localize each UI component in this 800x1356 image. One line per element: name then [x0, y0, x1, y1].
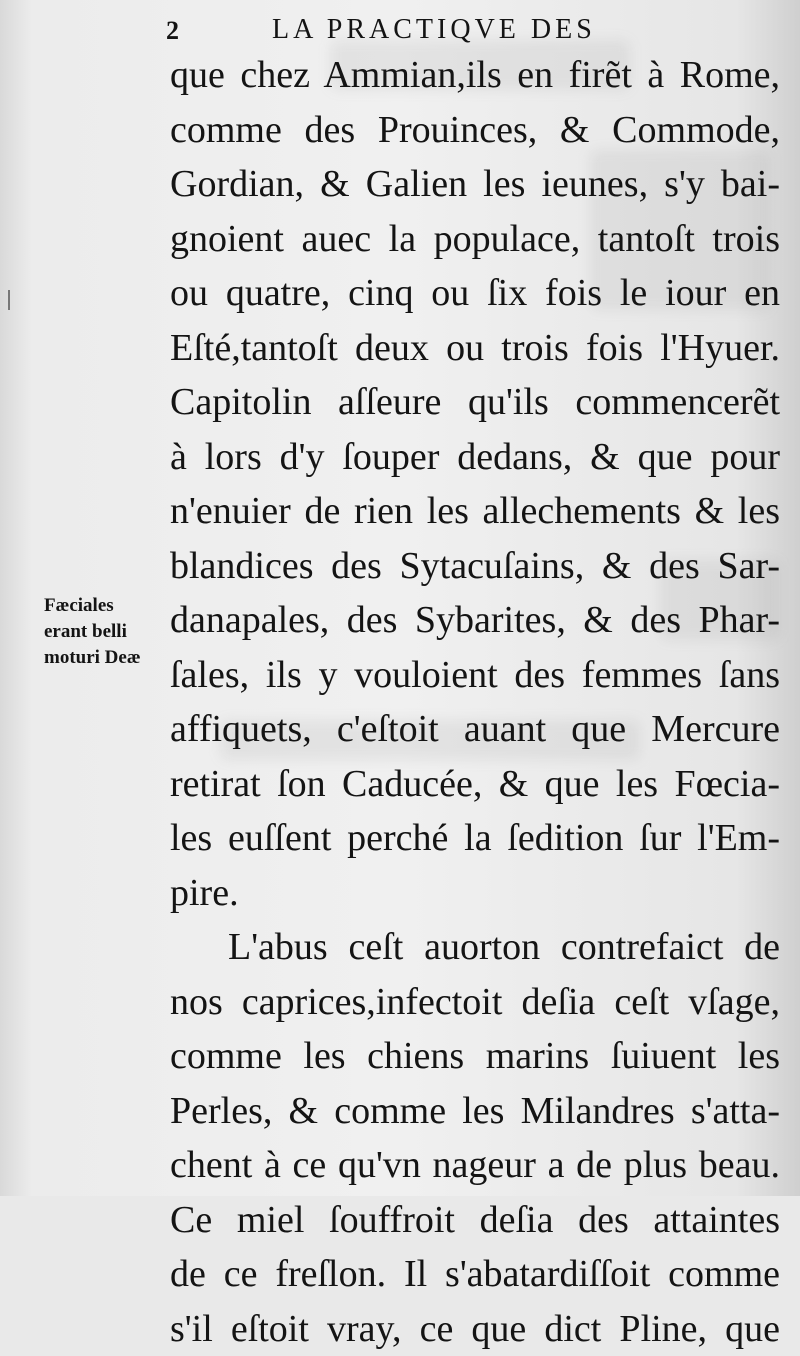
text-line: Perles, & comme les Milandres s'atta- [170, 1084, 780, 1139]
text-line: de ce freſlon. Il s'abatardiſſoit comme [170, 1247, 780, 1302]
text-line: gnoient auec la populace, tantoſt trois [170, 212, 780, 267]
text-line: affiquets, c'eſtoit auant que Mercure [170, 702, 780, 757]
margin-note-line: moturi Deæ [44, 645, 174, 671]
margin-note-line: Fæciales [44, 593, 174, 619]
text-line: Eſté,tantoſt deux ou trois fois l'Hyuer. [170, 321, 780, 376]
text-line: L'abus ceſt auorton contrefaict de [170, 920, 780, 975]
text-line: Capitolin aſſeure qu'ils commencerẽt [170, 375, 780, 430]
text-line: pire. [170, 866, 780, 921]
text-line: n'enuier de rien les allechements & les [170, 484, 780, 539]
running-title: LA PRACTIQVE DES [272, 14, 596, 46]
page-header [162, 10, 762, 46]
text-line: chent à ce qu'vn nageur a de plus beau. [170, 1138, 780, 1193]
text-line: comme des Prouinces, & Commode, [170, 103, 780, 158]
text-line: Gordian, & Galien les ieunes, s'y bai- [170, 157, 780, 212]
text-line: à lors d'y ſouper dedans, & que pour [170, 430, 780, 485]
text-line: Ce miel ſouffroit deſia des attaintes [170, 1193, 780, 1248]
text-line: que chez Ammian,ils en firẽt à Rome, [170, 48, 780, 103]
text-line: s'il eſtoit vray, ce que dict Pline, que [170, 1302, 780, 1356]
text-line: les euſſent perché la ſedition ſur l'Em- [170, 811, 780, 866]
text-line: comme les chiens marins ſuiuent les [170, 1029, 780, 1084]
text-line: blandices des Sytacuſains, & des Sar- [170, 539, 780, 594]
text-line: nos caprices,infectoit deſia ceſt vſage, [170, 975, 780, 1030]
text-line: retirat ſon Caducée, & que les Fœcia- [170, 757, 780, 812]
margin-mark [8, 290, 10, 310]
margin-note-line: erant belli [44, 619, 174, 645]
text-line: danapales, des Sybarites, & des Phar- [170, 593, 780, 648]
text-line: ou quatre, cinq ou ſix fois le iour en [170, 266, 780, 321]
margin-note [44, 593, 174, 671]
text-line: ſales, ils y vouloient des femmes ſans [170, 648, 780, 703]
body-text [170, 48, 780, 1356]
page-number: 2 [166, 16, 183, 46]
